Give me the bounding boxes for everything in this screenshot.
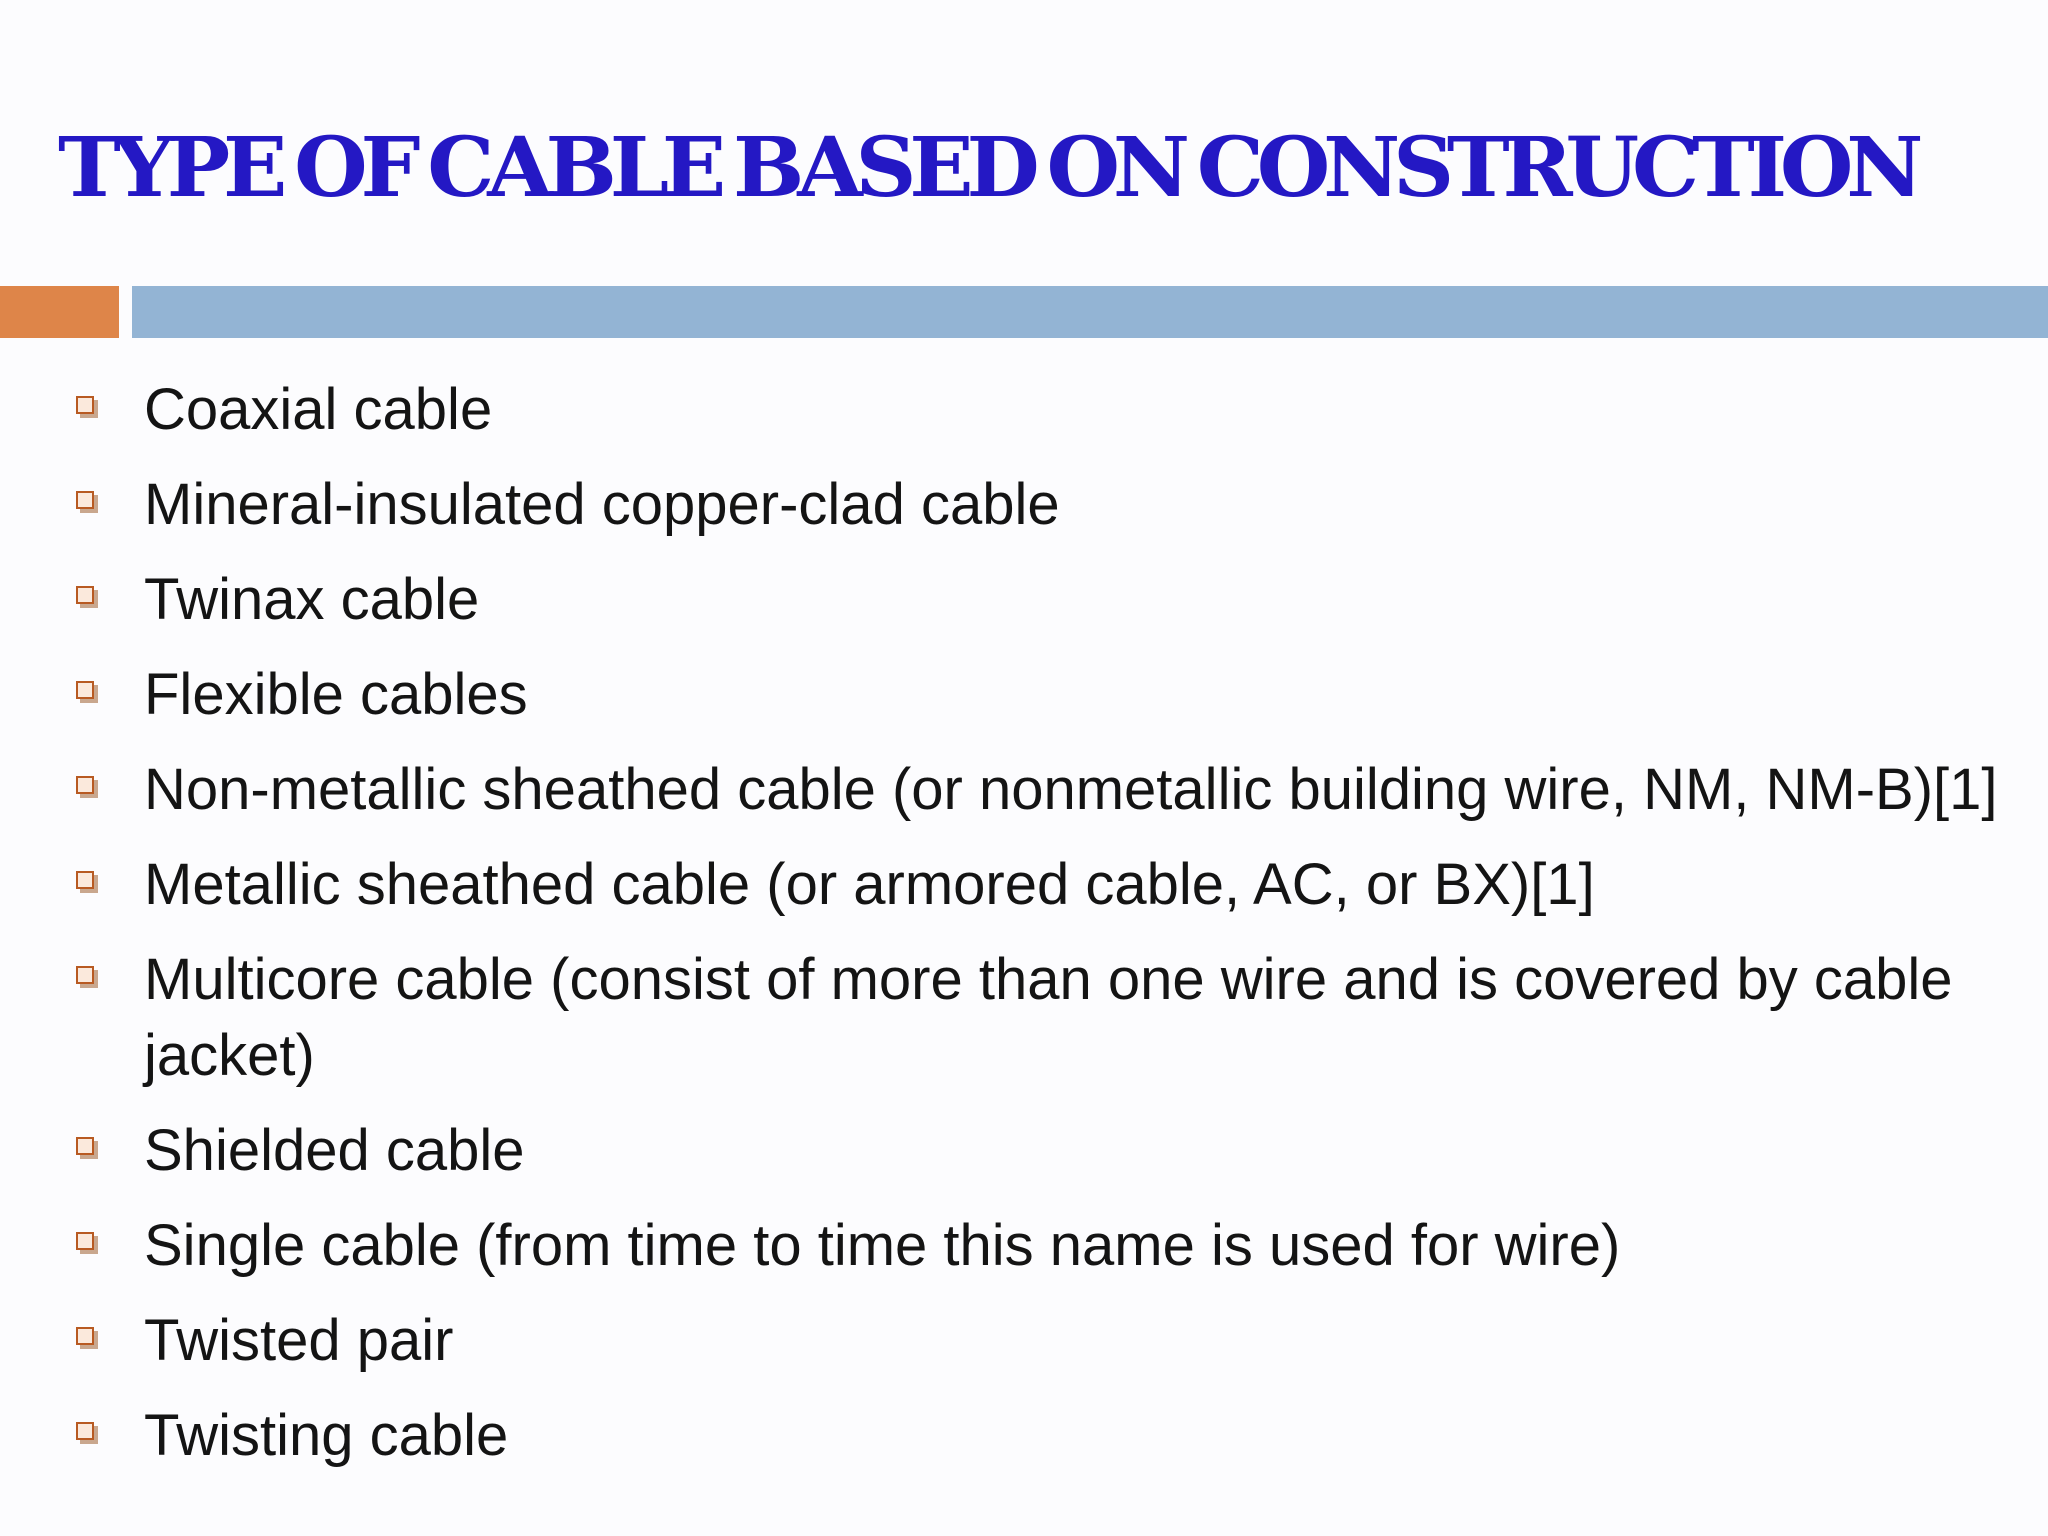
bullet-text: Coaxial cable (144, 377, 493, 442)
bullet-item (0, 942, 2048, 1094)
bullet-item (0, 372, 2048, 448)
bullet-text: Twisting cable (144, 1403, 509, 1468)
bullet-text: Single cable (from time to time this name is used for wire) (144, 1213, 1621, 1278)
checkbox-bullet-icon (76, 871, 94, 889)
bullet-text: Non-metallic sheathed cable (or nonmetallic building wire, NM, NM-B)[1] (144, 757, 1998, 822)
bullet-item (0, 1208, 2048, 1284)
bullet-text: Mineral-insulated copper-clad cable (144, 472, 1060, 537)
bullet-item (0, 1113, 2048, 1189)
bullet-item (0, 847, 2048, 923)
checkbox-bullet-icon (76, 966, 94, 984)
bullet-item (0, 562, 2048, 638)
bullet-text: Twinax cable (144, 567, 480, 632)
checkbox-bullet-icon (76, 681, 94, 699)
checkbox-bullet-icon (76, 776, 94, 794)
title-accent-bar (0, 286, 119, 338)
checkbox-bullet-icon (76, 1137, 94, 1155)
checkbox-bullet-icon (76, 1232, 94, 1250)
checkbox-bullet-icon (76, 396, 94, 414)
slide-title: TYPE OF CABLE BASED ON CONSTRUCTION (58, 120, 1917, 216)
bullet-list (0, 372, 2048, 1493)
bullet-item (0, 1303, 2048, 1379)
checkbox-bullet-icon (76, 1422, 94, 1440)
checkbox-bullet-icon (76, 491, 94, 509)
checkbox-bullet-icon (76, 586, 94, 604)
bullet-item (0, 467, 2048, 543)
bullet-text: Shielded cable (144, 1118, 525, 1183)
bullet-item (0, 657, 2048, 733)
bullet-item (0, 752, 2048, 828)
checkbox-bullet-icon (76, 1327, 94, 1345)
bullet-text: Multicore cable (consist of more than one wire and is covered by cable jacket) (144, 947, 1953, 1088)
bullet-item (0, 1398, 2048, 1474)
bullet-text: Metallic sheathed cable (or armored cable, AC, or BX)[1] (144, 852, 1595, 917)
bullet-text: Twisted pair (144, 1308, 454, 1373)
title-divider-bar (132, 286, 2048, 338)
bullet-text: Flexible cables (144, 662, 528, 727)
